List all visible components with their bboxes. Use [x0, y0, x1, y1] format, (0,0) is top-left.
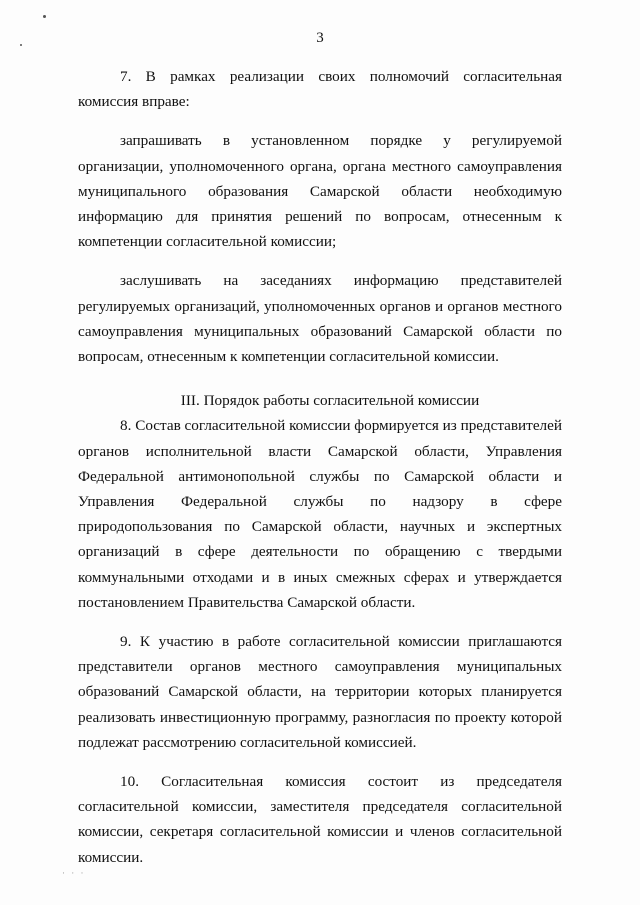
document-body	[78, 64, 562, 870]
scan-speck	[43, 15, 46, 18]
paragraph-7-request: запрашивать в установленном порядке у регулируемой организации, уполномоченного органа, органа местного самоуправления муниципального образования Самарской области необходимую информацию для принятия решений по вопросам, отнесенным к компетенции согласительной комиссии;	[78, 132, 562, 251]
scan-footer-marks: · · ·	[62, 868, 86, 878]
page-number: 3	[316, 30, 324, 46]
paragraph-9: 9. К участию в работе согласительной комиссии приглашаются представители органов местного самоуправления муниципальных образований Самарской области, на территории которых планируется реализовать инвестиционную программу, разногласия по проекту которой подлежат рассмотрению согласительной комиссией.	[78, 633, 562, 751]
paragraph-7: 7. В рамках реализации своих полномочий согласительная комиссия вправе:	[78, 68, 562, 111]
paragraph-10: 10. Согласительная комиссия состоит из председателя согласительной комиссии, заместителя председателя согласительной комиссии, секретаря согласительной комиссии и членов согласительной комиссии.	[78, 773, 562, 866]
paragraph-8: 8. Состав согласительной комиссии формируется из представителей органов исполнительной власти Самарской области, Управления Федеральной антимонопольной службы по Самарской области и Управления Федеральной службы по надзору в сфере природопользования по Самарской области, научных и экспертных организаций в сфере деятельности по обращению с твердыми коммунальными отходами и в иных смежных сферах и утверждается постановлением Правительства Самарской области.	[78, 417, 563, 611]
paragraph-7-hear: заслушивать на заседаниях информацию представителей регулируемых организаций, уполномоченных органов и органов местного самоуправления муниципальных образований Самарской области по вопросам, отнесенным к компетенции согласительной комиссии.	[78, 272, 562, 366]
section-heading: III. Порядок работы согласительной комиссии	[180, 392, 480, 410]
